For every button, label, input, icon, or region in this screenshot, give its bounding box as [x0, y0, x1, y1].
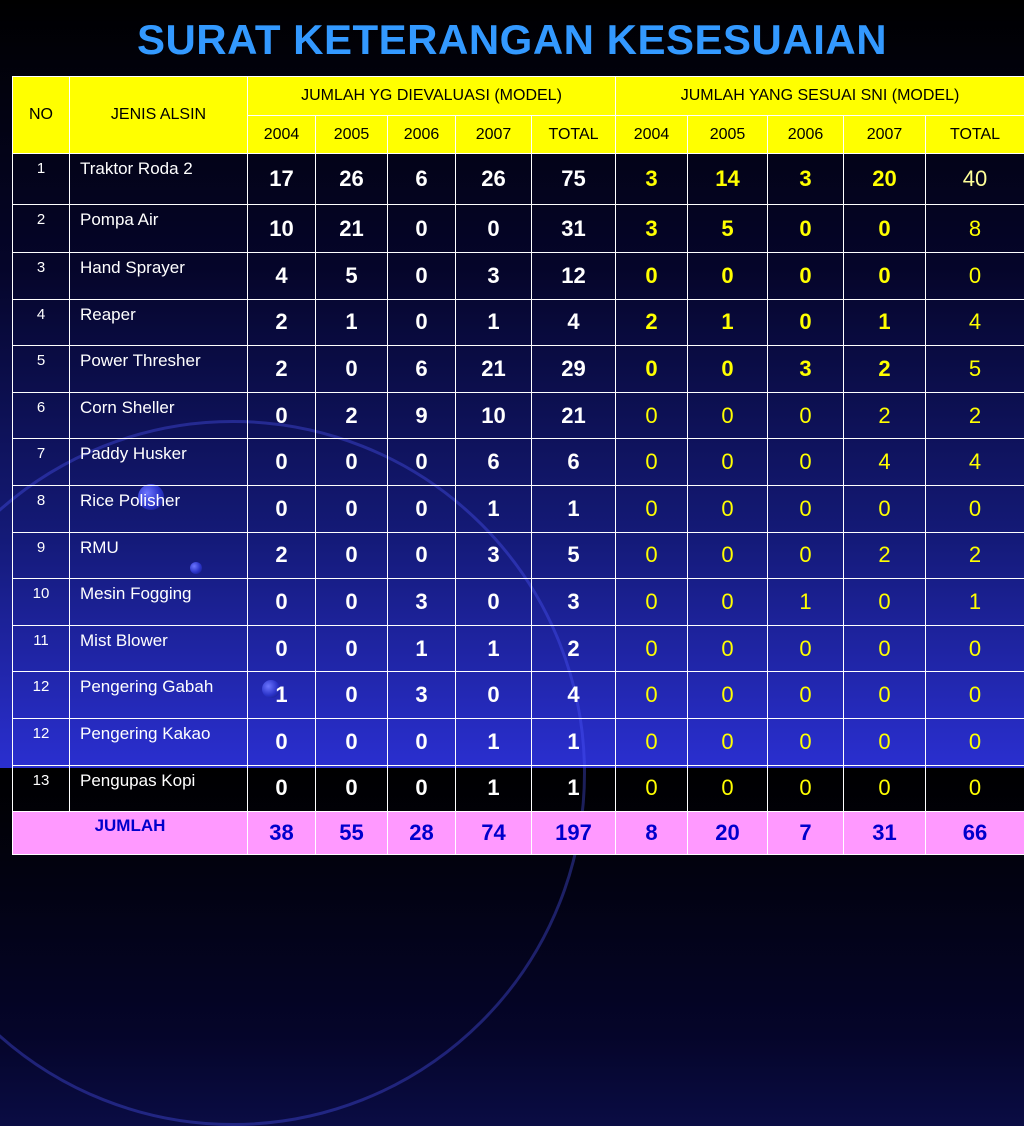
sni-count: 0	[768, 439, 844, 486]
sni-count: 0	[844, 205, 926, 253]
header-no: NO	[13, 77, 70, 154]
evaluated-count: 0	[388, 765, 456, 812]
total-sni: 20	[688, 812, 768, 855]
table-row	[13, 299, 1024, 346]
evaluated-count: 29	[532, 346, 616, 393]
evaluated-count: 1	[532, 765, 616, 812]
sni-count: 20	[844, 154, 926, 205]
sni-count: 2	[926, 392, 1024, 439]
evaluated-count: 6	[388, 346, 456, 393]
header-year: 2005	[316, 116, 388, 154]
evaluated-count: 2	[316, 392, 388, 439]
evaluated-count: 2	[248, 299, 316, 346]
evaluated-count: 0	[456, 205, 532, 253]
row-number: 1	[13, 154, 70, 205]
sni-count: 0	[616, 346, 688, 393]
evaluated-count: 1	[456, 765, 532, 812]
machine-name: Pompa Air	[70, 205, 248, 253]
total-evaluated: 74	[456, 812, 532, 855]
sni-count: 0	[688, 672, 768, 719]
evaluated-count: 0	[388, 485, 456, 532]
sni-count: 0	[688, 718, 768, 765]
evaluated-count: 21	[316, 205, 388, 253]
evaluated-count: 4	[248, 253, 316, 300]
evaluated-count: 1	[456, 625, 532, 672]
sni-count: 4	[844, 439, 926, 486]
sni-count: 5	[688, 205, 768, 253]
table-header	[13, 77, 1024, 154]
evaluated-count: 3	[456, 253, 532, 300]
machine-name: Paddy Husker	[70, 439, 248, 486]
table-row	[13, 718, 1024, 765]
header-year: 2006	[768, 116, 844, 154]
total-sni: 66	[926, 812, 1024, 855]
sni-count: 0	[844, 672, 926, 719]
sni-count: 0	[768, 625, 844, 672]
sni-count: 0	[688, 346, 768, 393]
sni-count: 0	[688, 579, 768, 626]
sni-count: 0	[768, 672, 844, 719]
evaluated-count: 9	[388, 392, 456, 439]
evaluated-count: 1	[532, 718, 616, 765]
evaluated-count: 4	[532, 672, 616, 719]
evaluated-count: 0	[456, 672, 532, 719]
total-evaluated: 28	[388, 812, 456, 855]
evaluated-count: 21	[456, 346, 532, 393]
evaluated-count: 10	[248, 205, 316, 253]
sni-count: 1	[926, 579, 1024, 626]
header-year: 2007	[844, 116, 926, 154]
evaluated-count: 26	[456, 154, 532, 205]
sni-count: 0	[844, 625, 926, 672]
sni-count: 0	[688, 253, 768, 300]
machine-name: RMU	[70, 532, 248, 579]
evaluated-count: 0	[316, 485, 388, 532]
sni-count: 0	[844, 718, 926, 765]
evaluated-count: 0	[316, 439, 388, 486]
sni-count: 0	[616, 672, 688, 719]
machine-name: Corn Sheller	[70, 392, 248, 439]
sni-count: 4	[926, 439, 1024, 486]
table-row	[13, 532, 1024, 579]
row-number: 11	[13, 625, 70, 672]
sni-count: 0	[616, 579, 688, 626]
data-table	[12, 76, 1024, 855]
evaluated-count: 12	[532, 253, 616, 300]
evaluated-count: 0	[388, 439, 456, 486]
row-number: 2	[13, 205, 70, 253]
slide-title: SURAT KETERANGAN KESESUAIAN	[0, 16, 1024, 64]
machine-name: Pengering Gabah	[70, 672, 248, 719]
sni-count: 2	[616, 299, 688, 346]
row-number: 6	[13, 392, 70, 439]
row-number: 12	[13, 672, 70, 719]
sni-count: 0	[768, 718, 844, 765]
machine-name: Pengupas Kopi	[70, 765, 248, 812]
row-number: 7	[13, 439, 70, 486]
sni-count: 5	[926, 346, 1024, 393]
sni-count: 3	[768, 346, 844, 393]
header-total: TOTAL	[532, 116, 616, 154]
evaluated-count: 0	[248, 439, 316, 486]
header-year: 2004	[616, 116, 688, 154]
sni-count: 0	[926, 672, 1024, 719]
row-number: 3	[13, 253, 70, 300]
sni-count: 0	[616, 439, 688, 486]
evaluated-count: 10	[456, 392, 532, 439]
machine-name: Hand Sprayer	[70, 253, 248, 300]
evaluated-count: 0	[388, 205, 456, 253]
sni-count: 0	[844, 579, 926, 626]
sni-count: 2	[844, 346, 926, 393]
machine-name: Power Thresher	[70, 346, 248, 393]
evaluated-count: 31	[532, 205, 616, 253]
evaluated-count: 0	[388, 532, 456, 579]
evaluated-count: 26	[316, 154, 388, 205]
sni-count: 1	[768, 579, 844, 626]
row-number: 12	[13, 718, 70, 765]
sni-count: 3	[616, 205, 688, 253]
sni-count: 40	[926, 154, 1024, 205]
evaluated-count: 5	[316, 253, 388, 300]
header-year: 2006	[388, 116, 456, 154]
sni-count: 0	[926, 485, 1024, 532]
sni-count: 0	[616, 718, 688, 765]
sni-count: 4	[926, 299, 1024, 346]
table-row	[13, 625, 1024, 672]
sni-count: 0	[768, 485, 844, 532]
evaluated-count: 0	[388, 299, 456, 346]
evaluated-count: 1	[456, 485, 532, 532]
row-number: 5	[13, 346, 70, 393]
sni-count: 0	[926, 718, 1024, 765]
evaluated-count: 4	[532, 299, 616, 346]
evaluated-count: 0	[388, 253, 456, 300]
sni-count: 0	[616, 532, 688, 579]
sni-count: 0	[616, 625, 688, 672]
evaluated-count: 21	[532, 392, 616, 439]
table-row	[13, 205, 1024, 253]
sni-count: 0	[768, 392, 844, 439]
row-number: 4	[13, 299, 70, 346]
total-evaluated: 197	[532, 812, 616, 855]
sni-count: 0	[768, 299, 844, 346]
sni-count: 0	[616, 392, 688, 439]
total-evaluated: 55	[316, 812, 388, 855]
evaluated-count: 1	[316, 299, 388, 346]
evaluated-count: 2	[248, 346, 316, 393]
sni-count: 0	[768, 532, 844, 579]
header-sni-compliant: JUMLAH YANG SESUAI SNI (MODEL)	[616, 77, 1024, 116]
sni-count: 0	[688, 625, 768, 672]
evaluated-count: 0	[248, 579, 316, 626]
total-sni: 31	[844, 812, 926, 855]
sni-count: 14	[688, 154, 768, 205]
header-year: 2004	[248, 116, 316, 154]
evaluated-count: 0	[316, 346, 388, 393]
sni-count: 2	[926, 532, 1024, 579]
sni-count: 0	[688, 439, 768, 486]
sni-count: 0	[926, 765, 1024, 812]
total-evaluated: 38	[248, 812, 316, 855]
sni-count: 1	[688, 299, 768, 346]
machine-name: Traktor Roda 2	[70, 154, 248, 205]
table-row	[13, 485, 1024, 532]
sni-count: 0	[616, 253, 688, 300]
table-row	[13, 439, 1024, 486]
table-row	[13, 253, 1024, 300]
evaluated-count: 3	[532, 579, 616, 626]
evaluated-count: 0	[388, 718, 456, 765]
evaluated-count: 1	[456, 299, 532, 346]
table-row	[13, 765, 1024, 812]
evaluated-count: 0	[316, 532, 388, 579]
header-total: TOTAL	[926, 116, 1024, 154]
row-number: 13	[13, 765, 70, 812]
sni-count: 0	[768, 253, 844, 300]
header-year: 2005	[688, 116, 768, 154]
sni-count: 0	[688, 485, 768, 532]
evaluated-count: 3	[456, 532, 532, 579]
row-number: 9	[13, 532, 70, 579]
evaluated-count: 6	[388, 154, 456, 205]
evaluated-count: 17	[248, 154, 316, 205]
row-number: 10	[13, 579, 70, 626]
machine-name: Rice Polisher	[70, 485, 248, 532]
machine-name: Mist Blower	[70, 625, 248, 672]
sni-count: 0	[688, 765, 768, 812]
evaluated-count: 0	[316, 672, 388, 719]
sni-count: 0	[688, 392, 768, 439]
sni-count: 0	[616, 485, 688, 532]
sni-count: 8	[926, 205, 1024, 253]
sni-count: 0	[844, 253, 926, 300]
evaluated-count: 0	[248, 485, 316, 532]
evaluated-count: 6	[532, 439, 616, 486]
header-year: 2007	[456, 116, 532, 154]
evaluated-count: 3	[388, 672, 456, 719]
sni-count: 0	[616, 765, 688, 812]
evaluated-count: 0	[248, 625, 316, 672]
sni-count: 0	[926, 253, 1024, 300]
sni-count: 0	[844, 765, 926, 812]
evaluated-count: 2	[532, 625, 616, 672]
evaluated-count: 0	[456, 579, 532, 626]
evaluated-count: 1	[456, 718, 532, 765]
evaluated-count: 0	[316, 625, 388, 672]
total-row	[13, 812, 1024, 855]
machine-name: Reaper	[70, 299, 248, 346]
evaluated-count: 6	[456, 439, 532, 486]
sni-count: 3	[768, 154, 844, 205]
evaluated-count: 1	[532, 485, 616, 532]
sni-count: 2	[844, 392, 926, 439]
sni-count: 0	[768, 765, 844, 812]
evaluated-count: 0	[316, 765, 388, 812]
evaluated-count: 0	[316, 579, 388, 626]
total-sni: 8	[616, 812, 688, 855]
evaluated-count: 5	[532, 532, 616, 579]
table-row	[13, 154, 1024, 205]
evaluated-count: 2	[248, 532, 316, 579]
total-sni: 7	[768, 812, 844, 855]
sni-count: 2	[844, 532, 926, 579]
evaluated-count: 0	[248, 765, 316, 812]
total-label: JUMLAH	[13, 812, 248, 855]
machine-name: Pengering Kakao	[70, 718, 248, 765]
table-row	[13, 392, 1024, 439]
table-row	[13, 579, 1024, 626]
header-jenis-alsin: JENIS ALSIN	[70, 77, 248, 154]
evaluated-count: 1	[388, 625, 456, 672]
evaluated-count: 0	[248, 392, 316, 439]
header-evaluated: JUMLAH YG DIEVALUASI (MODEL)	[248, 77, 616, 116]
table-row	[13, 672, 1024, 719]
evaluated-count: 0	[316, 718, 388, 765]
evaluated-count: 0	[248, 718, 316, 765]
evaluated-count: 75	[532, 154, 616, 205]
row-number: 8	[13, 485, 70, 532]
sni-count: 0	[688, 532, 768, 579]
sni-count: 1	[844, 299, 926, 346]
machine-name: Mesin Fogging	[70, 579, 248, 626]
evaluated-count: 3	[388, 579, 456, 626]
sni-count: 3	[616, 154, 688, 205]
sni-count: 0	[926, 625, 1024, 672]
table-row	[13, 346, 1024, 393]
sni-count: 0	[844, 485, 926, 532]
evaluated-count: 1	[248, 672, 316, 719]
sni-count: 0	[768, 205, 844, 253]
table-body	[13, 154, 1024, 855]
